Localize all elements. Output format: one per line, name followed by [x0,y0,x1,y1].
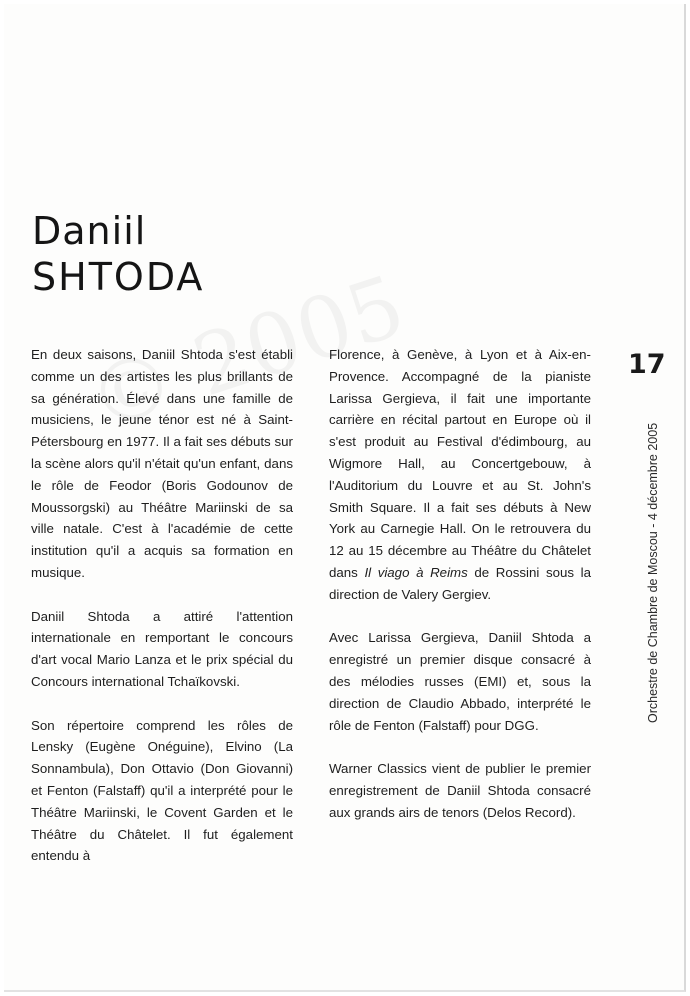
artist-name-heading [32,209,204,301]
bio-paragraph-2: Daniil Shtoda a attiré l'attention internationale en remportant le concours d'art vocal Mario Lanza et le prix spécial du Concours international Tchaïkovski. [31,608,293,689]
bio-paragraph-5: Avec Larissa Gergieva, Daniil Shtoda a enregistré un premier disque consacré à des mélodies russes (EMI) et, sous la direction de Claudio Abbado, interprété le rôle de Fenton (Falstaff) pour DGG. [329,630,591,733]
artist-first-name: Daniil [32,209,147,253]
bio-paragraph-1: En deux saisons, Daniil Shtoda s'est établi comme un des artistes les plus brillants de sa génération. Élevé dans une famille de musiciens, le jeune ténor est né à Saint-Pétersbourg en 1977. Il a fait ses débuts sur la scène alors qu'il n'était qu'un enfant, dans le rôle de Feodor (Boris Godounov de Moussorgski) au Théâtre Mariinski de sa ville natale. C'est à l'académie de cette institution qu'il a acquis sa formation en musique. [31,347,293,580]
bio-paragraph-6: Warner Classics vient de publier le premier enregistrement de Daniil Shtoda consacré aux grands airs de tenors (Delos Record). [329,761,591,820]
bio-paragraph-4-end: de Rossini sous la direction de Valery Gergiev. [329,564,592,602]
bio-paragraph-4-text: Florence, à Genève, à Lyon et à Aix-en-Provence. Accompagné de la pianiste Larissa Gergieva, il fait une importante carrière en récital partout en Europe où il s'est produit au Festival d'édimbourg, au Wigmore Hall, au Concertgebouw, à l'Auditorium du Louvre et au St. John's Smith Square. Il a fait ses débuts à New York au Carnegie Hall. On le retrouvera du 12 au 15 décembre au Théâtre du Châtelet dans [329,347,591,580]
opera-title: Il viago à Reims [364,564,468,580]
program-page [4,4,686,992]
artist-last-name: SHTODA [32,255,205,299]
bio-paragraph-4 [329,344,591,606]
biography-column-right [329,344,591,845]
running-footer: Orchestre de Chambre de Moscou - 4 décembre 2005 [646,422,660,723]
page-number: 17 [628,349,666,380]
biography-column-left [31,344,293,889]
bio-paragraph-3: Son répertoire comprend les rôles de Lensky (Eugène Onéguine), Elvino (La Sonnambula), Don Ottavio (Don Giovanni) et Fenton (Falstaff) qu'il a interprété pour le Théâtre Mariinski, le Covent Garden et le Théâtre du Châtelet. Il fut également entendu à [31,717,293,864]
